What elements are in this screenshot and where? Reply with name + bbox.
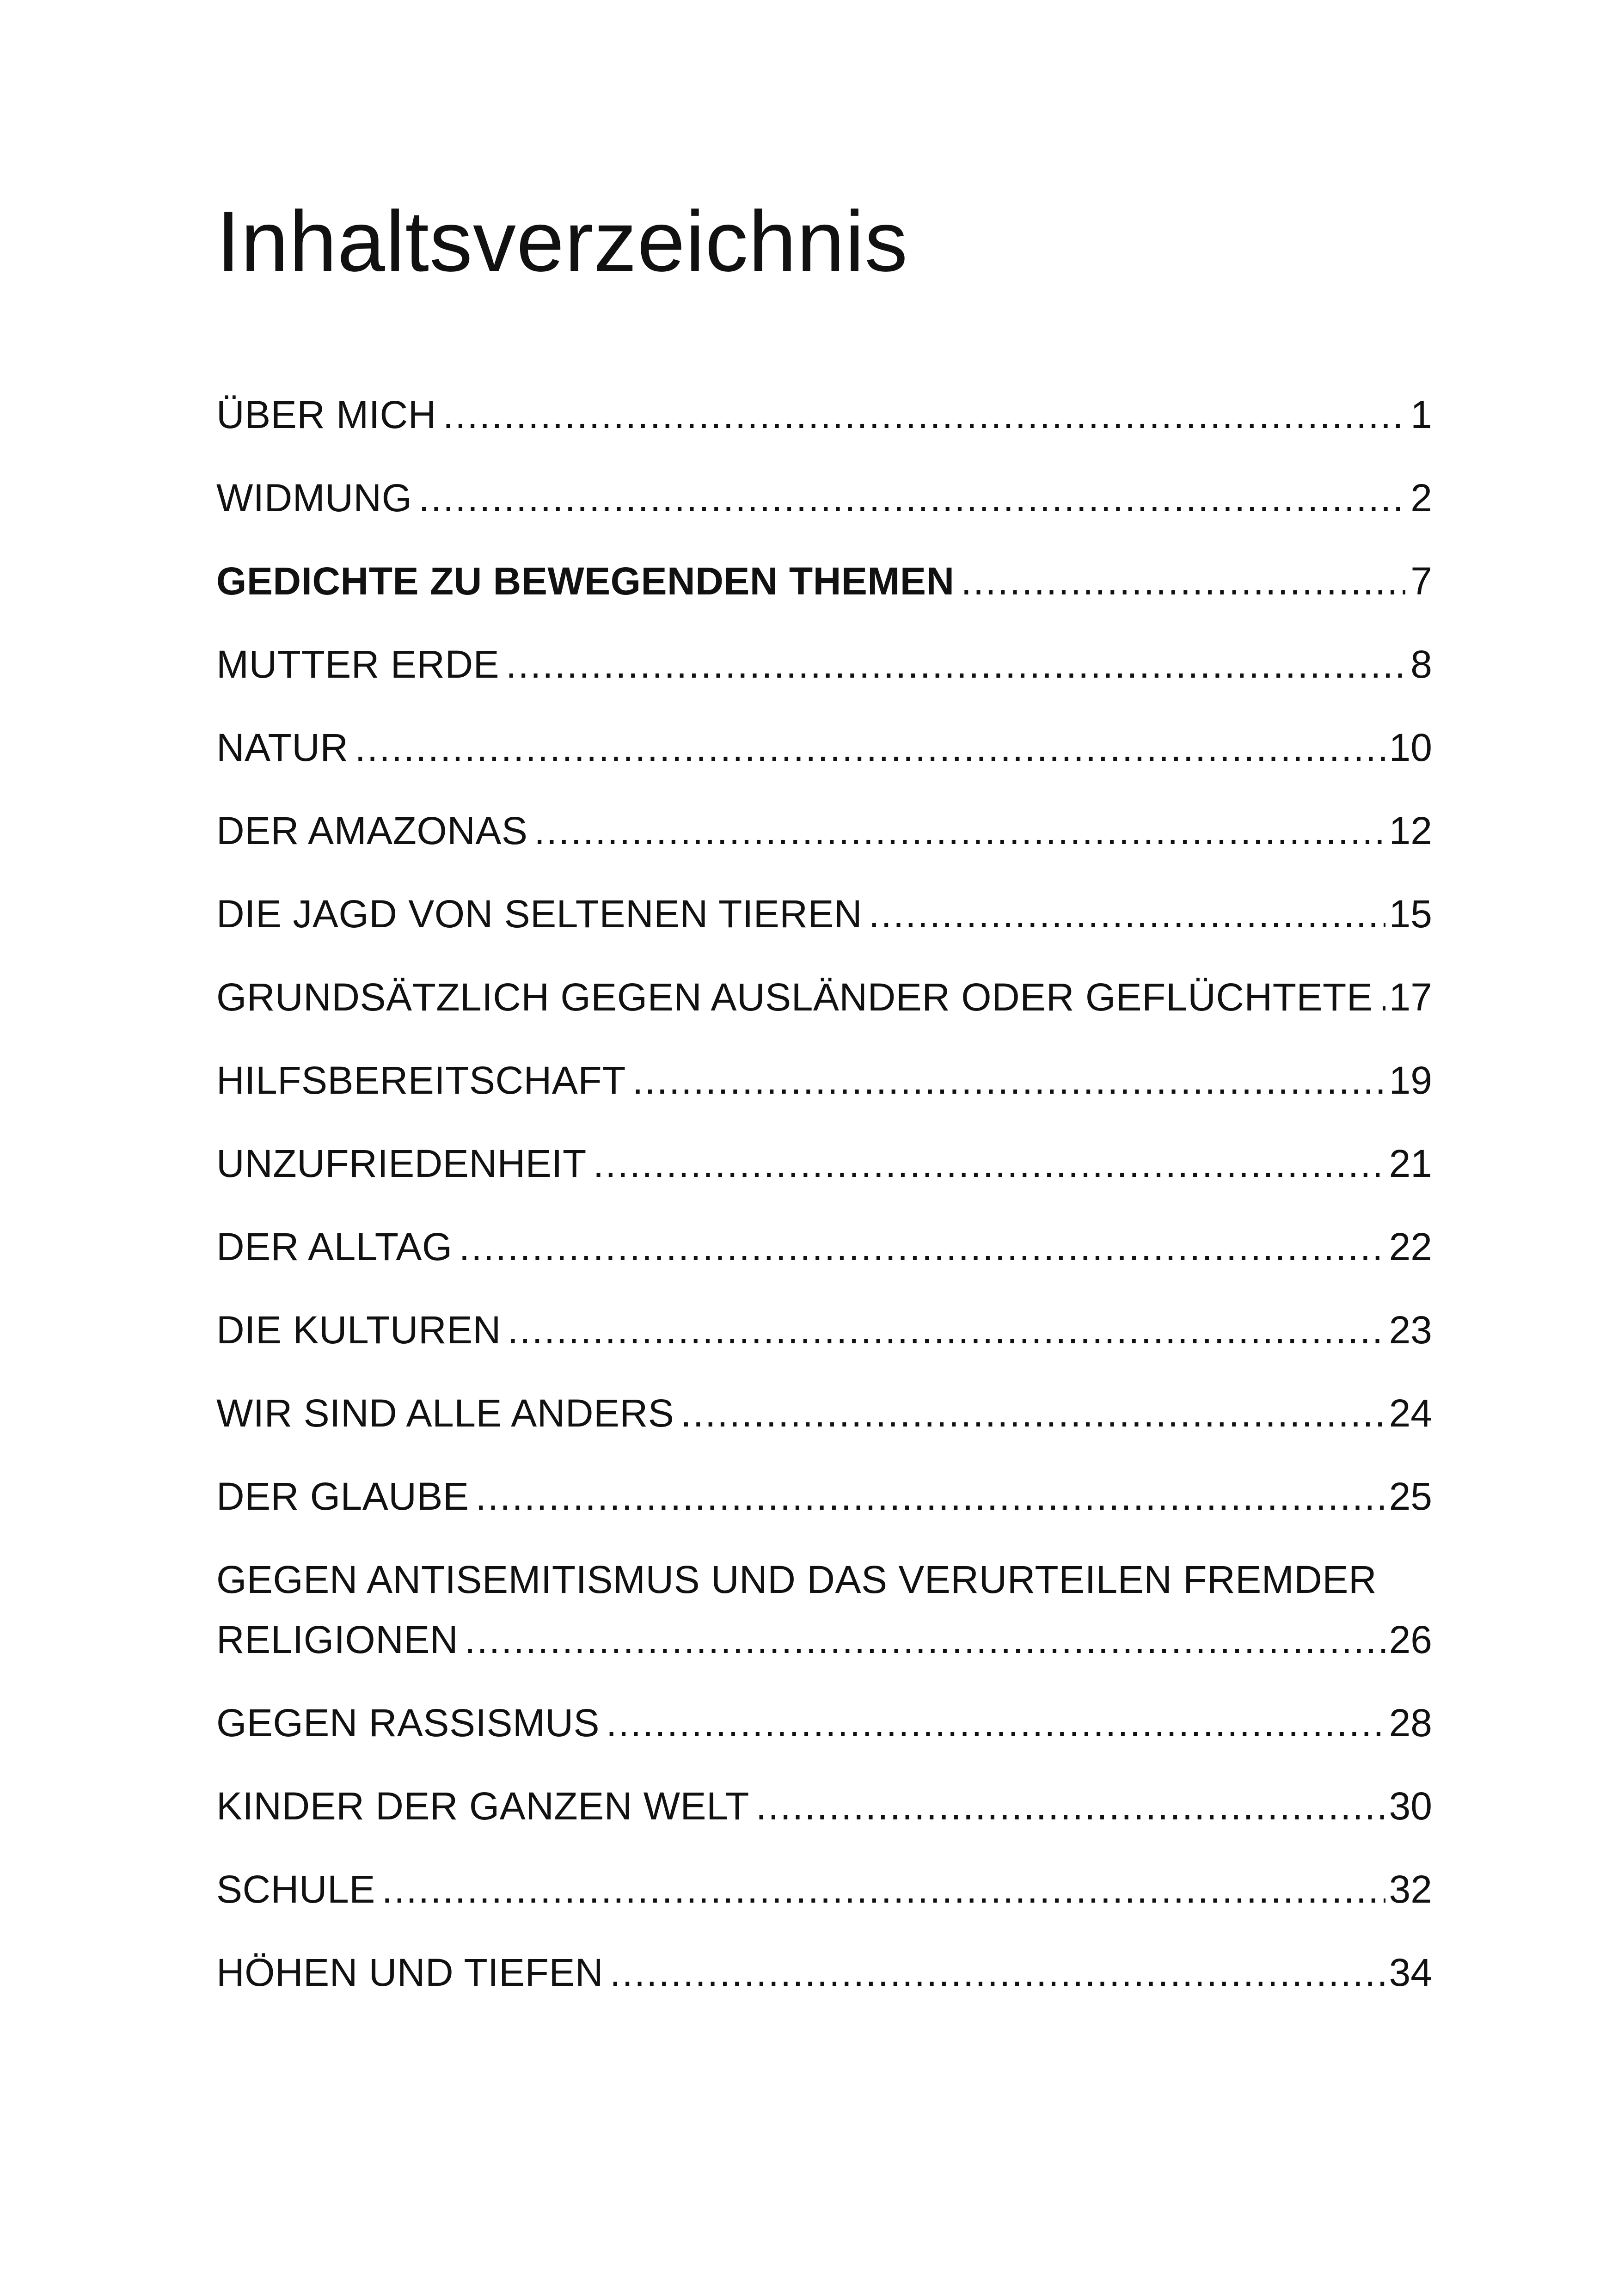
toc-entry-title: MUTTER ERDE bbox=[216, 643, 500, 686]
toc-entry[interactable] bbox=[216, 1776, 1432, 1859]
toc-entry[interactable] bbox=[216, 1383, 1432, 1466]
toc-entry-page: 1 bbox=[1410, 393, 1432, 436]
toc-entry-title: DER AMAZONAS bbox=[216, 809, 528, 852]
dot-leader bbox=[418, 468, 1405, 528]
toc-entry[interactable] bbox=[216, 468, 1432, 551]
toc-entry-page: 7 bbox=[1410, 559, 1432, 603]
dot-leader bbox=[610, 1942, 1385, 2002]
dot-leader bbox=[961, 551, 1405, 611]
toc-entry-title: UNZUFRIEDENHEIT bbox=[216, 1142, 587, 1185]
toc-entry-page: 32 bbox=[1389, 1867, 1432, 1911]
dot-leader bbox=[756, 1776, 1385, 1836]
toc-entry[interactable] bbox=[216, 634, 1432, 717]
toc-entry[interactable] bbox=[216, 1217, 1432, 1300]
dot-leader bbox=[506, 634, 1405, 694]
toc-entry-page: 30 bbox=[1389, 1784, 1432, 1828]
toc-entry[interactable] bbox=[216, 884, 1432, 967]
toc-entry-page: 10 bbox=[1389, 726, 1432, 769]
toc-entry-title: GEGEN RASSISMUS bbox=[216, 1701, 600, 1745]
toc-entry-page: 21 bbox=[1389, 1142, 1432, 1185]
toc-entry-title: WIR SIND ALLE ANDERS bbox=[216, 1391, 674, 1435]
toc-entry-page: 17 bbox=[1389, 975, 1432, 1019]
toc-entry[interactable] bbox=[216, 1300, 1432, 1383]
toc-entry-title: KINDER DER GANZEN WELT bbox=[216, 1784, 749, 1828]
toc-entry[interactable] bbox=[216, 1549, 1432, 1693]
page-title: Inhaltsverzeichnis bbox=[216, 194, 908, 289]
toc-entry[interactable] bbox=[216, 385, 1432, 468]
toc-entry-page: 34 bbox=[1389, 1951, 1432, 1994]
toc-entry-title: RELIGIONEN bbox=[216, 1618, 459, 1661]
table-of-contents bbox=[216, 385, 1432, 2026]
dot-leader bbox=[382, 1859, 1385, 1919]
dot-leader bbox=[593, 1133, 1385, 1194]
dot-leader bbox=[606, 1693, 1385, 1753]
dot-leader bbox=[508, 1300, 1385, 1360]
toc-entry-page: 23 bbox=[1389, 1308, 1432, 1352]
toc-entry-title: DIE JAGD VON SELTENEN TIEREN bbox=[216, 892, 863, 936]
toc-entry-title: GRUNDSÄTZLICH GEGEN AUSLÄNDER ODER GEFLÜCHTETE bbox=[216, 975, 1373, 1019]
toc-entry[interactable] bbox=[216, 1133, 1432, 1217]
toc-entry[interactable] bbox=[216, 551, 1432, 634]
dot-leader bbox=[355, 717, 1385, 778]
toc-entry-page: 19 bbox=[1389, 1059, 1432, 1102]
toc-entry-title: NATUR bbox=[216, 726, 349, 769]
dot-leader bbox=[443, 385, 1405, 445]
toc-entry-page: 25 bbox=[1389, 1475, 1432, 1518]
toc-entry-page: 22 bbox=[1389, 1225, 1432, 1268]
toc-entry-title: HÖHEN UND TIEFEN bbox=[216, 1951, 604, 1994]
toc-entry[interactable] bbox=[216, 1466, 1432, 1549]
toc-entry-title: DIE KULTUREN bbox=[216, 1308, 501, 1352]
toc-entry-title: DER GLAUBE bbox=[216, 1475, 469, 1518]
toc-entry-title: ÜBER MICH bbox=[216, 393, 436, 436]
dot-leader bbox=[632, 1050, 1385, 1110]
toc-entry[interactable] bbox=[216, 717, 1432, 801]
dot-leader bbox=[459, 1217, 1385, 1277]
toc-entry-title: GEDICHTE ZU BEWEGENDEN THEMEN bbox=[216, 559, 955, 603]
toc-entry-title-line1: GEGEN ANTISEMITISMUS UND DAS VERURTEILEN FREMDER bbox=[216, 1558, 1377, 1601]
toc-entry-page: 28 bbox=[1389, 1701, 1432, 1745]
toc-entry[interactable] bbox=[216, 1050, 1432, 1133]
toc-entry-title: HILFSBEREITSCHAFT bbox=[216, 1059, 626, 1102]
dot-leader bbox=[476, 1466, 1385, 1526]
dot-leader bbox=[869, 884, 1385, 944]
toc-entry-page: 24 bbox=[1389, 1391, 1432, 1435]
toc-entry-page: 8 bbox=[1410, 643, 1432, 686]
dot-leader bbox=[680, 1383, 1385, 1443]
toc-entry[interactable] bbox=[216, 1942, 1432, 2026]
toc-entry[interactable] bbox=[216, 1859, 1432, 1942]
toc-entry-page: 15 bbox=[1389, 892, 1432, 936]
toc-entry-title: DER ALLTAG bbox=[216, 1225, 453, 1268]
dot-leader bbox=[465, 1610, 1385, 1670]
toc-entry-page: 2 bbox=[1410, 476, 1432, 520]
dot-leader bbox=[534, 801, 1385, 861]
toc-entry-title: SCHULE bbox=[216, 1867, 375, 1911]
toc-entry-page: 26 bbox=[1389, 1618, 1432, 1661]
toc-entry[interactable] bbox=[216, 801, 1432, 884]
dot-leader bbox=[1379, 967, 1385, 1027]
toc-entry-title: WIDMUNG bbox=[216, 476, 412, 520]
toc-entry[interactable] bbox=[216, 967, 1432, 1050]
toc-entry-page: 12 bbox=[1389, 809, 1432, 852]
toc-entry[interactable] bbox=[216, 1693, 1432, 1776]
